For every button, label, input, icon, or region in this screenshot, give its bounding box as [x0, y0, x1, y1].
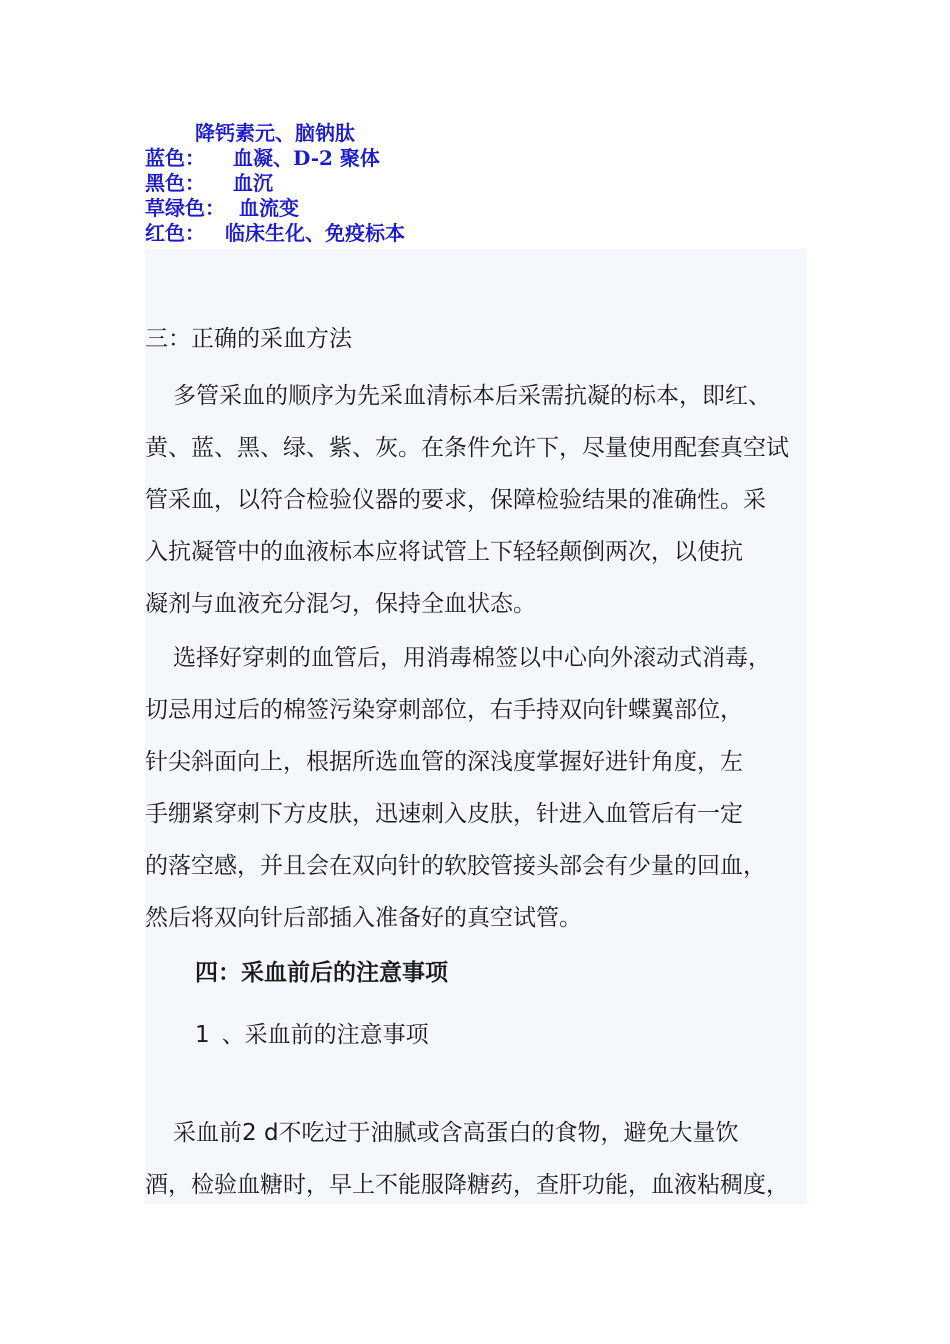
text-line: 手绷紧穿刺下方皮肤，迅速刺入皮肤，针进入血管后有一定	[145, 801, 743, 827]
section3-paragraph-2	[145, 632, 825, 944]
text-line: 入抗凝管中的血液标本应将试管上下轻轻颠倒两次，以使抗	[145, 539, 743, 565]
text-line: 的落空感，并且会在双向针的软胶管接头部会有少量的回血，	[145, 853, 766, 879]
text-line: 针尖斜面向上，根据所选血管的深浅度掌握好进针角度，左	[145, 749, 743, 775]
tube-color-name: 草绿色：	[145, 196, 225, 220]
section4-subheading	[195, 1016, 429, 1049]
tube-color-desc: 临床生化、免疫标本	[225, 221, 405, 245]
tube-color-item	[145, 196, 845, 221]
text-line: 选择好穿刺的血管后，用消毒棉签以中心向外滚动式消毒，	[173, 645, 771, 671]
section3-paragraph-1	[145, 370, 825, 630]
tube-color-name: 红色：	[145, 221, 205, 245]
tube-color-list	[145, 121, 845, 246]
text-line: 酒，检验血糖时，早上不能服降糖药，查肝功能，血液粘稠度，	[145, 1172, 789, 1198]
tube-color-desc: 血凝、D-2 聚体	[233, 146, 380, 170]
text-run: 不吃过于油腻或含高蛋白的食物，避免大量饮	[278, 1120, 739, 1146]
tube-color-name: 蓝色：	[145, 146, 205, 170]
section4-paragraph	[145, 1107, 825, 1211]
text-line	[145, 1107, 825, 1159]
tube-color-desc: 血沉	[233, 171, 273, 195]
tube-color-name: 黑色：	[145, 171, 205, 195]
text-run-number: 2 d	[242, 1120, 279, 1146]
text-line: 凝剂与血液充分混匀，保持全血状态。	[145, 591, 536, 617]
section4-heading: 四：采血前后的注意事项	[195, 959, 448, 986]
text-line: 切忌用过后的棉签污染穿刺部位，右手持双向针蝶翼部位，	[145, 697, 743, 723]
text-line: 然后将双向针后部插入准备好的真空试管。	[145, 905, 582, 931]
tube-color-desc: 降钙素元、脑钠肽	[195, 121, 355, 145]
tube-color-item	[145, 146, 845, 171]
text-run: 采血前	[173, 1120, 242, 1146]
subheading-number: 1	[195, 1022, 210, 1048]
tube-color-item	[145, 121, 845, 146]
tube-color-item	[145, 171, 845, 196]
text-line: 管采血，以符合检验仪器的要求，保障检验结果的准确性。采	[145, 487, 766, 513]
subheading-text: 、采血前的注意事项	[221, 1022, 429, 1048]
tube-color-item	[145, 221, 845, 246]
tube-color-desc: 血流变	[239, 196, 299, 220]
text-line: 黄、蓝、黑、绿、紫、灰。在条件允许下，尽量使用配套真空试	[145, 435, 789, 461]
section3-heading: 三：正确的采血方法	[145, 326, 352, 352]
text-line: 多管采血的顺序为先采血清标本后采需抗凝的标本，即红、	[173, 383, 771, 409]
